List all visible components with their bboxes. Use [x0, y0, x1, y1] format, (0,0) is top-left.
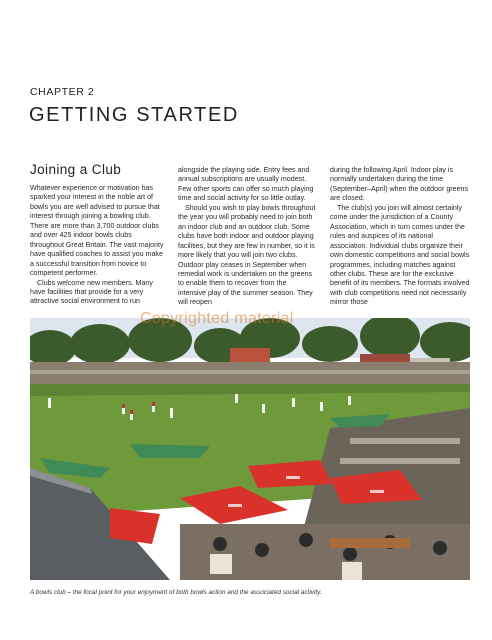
paragraph: The club(s) you join will almost certainly come under the jurisdiction of a County Association, which in turn comes under the rules and auspices of its national association. Individual clubs organize their own domestic competitions and social bowls programmes, including matches against other clubs. These are for the exclusive benefit of its members. The formats involved with club competitions need not necessarily mirror those: [330, 203, 470, 307]
chapter-title: GETTING STARTED: [29, 104, 239, 126]
paragraph: during the following April. Indoor play is normally undertaken during the time (September–April) when the outdoor greens are closed.: [330, 166, 469, 203]
section-heading: Joining a Club: [30, 162, 122, 177]
paragraph: Should you wish to play bowls throughout the year you will probably need to join both an indoor club and an outdoor club. Some clubs have both indoor and outdoor playing facilities, but they are few in number, so it is more likely that you will join two clubs. Outdoor play ceases in September when remedial work is undertaken on the greens to enable them to recover from the intensive play of the summer season. They will reopen: [178, 203, 316, 307]
text-column-1: [30, 184, 164, 307]
copyright-watermark: Copyrighted material: [140, 310, 294, 327]
paragraph: alongside the playing side. Entry fees and annual subscriptions are usually modest. Few other sports can offer so much playing time and social activity for so little outlay.: [178, 166, 314, 203]
chapter-label: CHAPTER 2: [30, 86, 95, 98]
text-column-3: [330, 166, 470, 308]
photo-caption: A bowls club – the focal point for your enjoyment of both bowls action and the associated social activity.: [30, 589, 322, 596]
text-column-2: [178, 166, 316, 308]
paragraph: Clubs welcome new members. Many have facilities that provide for a very attractive social environment to run: [30, 278, 153, 306]
bowls-club-photo: [30, 318, 470, 580]
paragraph: Whatever experience or motivation has sparked your interest in the noble art of bowls you are well advised to pursue that interest through joining a bowling club. There are more than 3,700 outdoor clubs and over 425 indoor bowls clubs throughout Great Britain. The vast majority have qualified coaches to assist you make a successful transition from novice to competent performer.: [30, 184, 164, 278]
